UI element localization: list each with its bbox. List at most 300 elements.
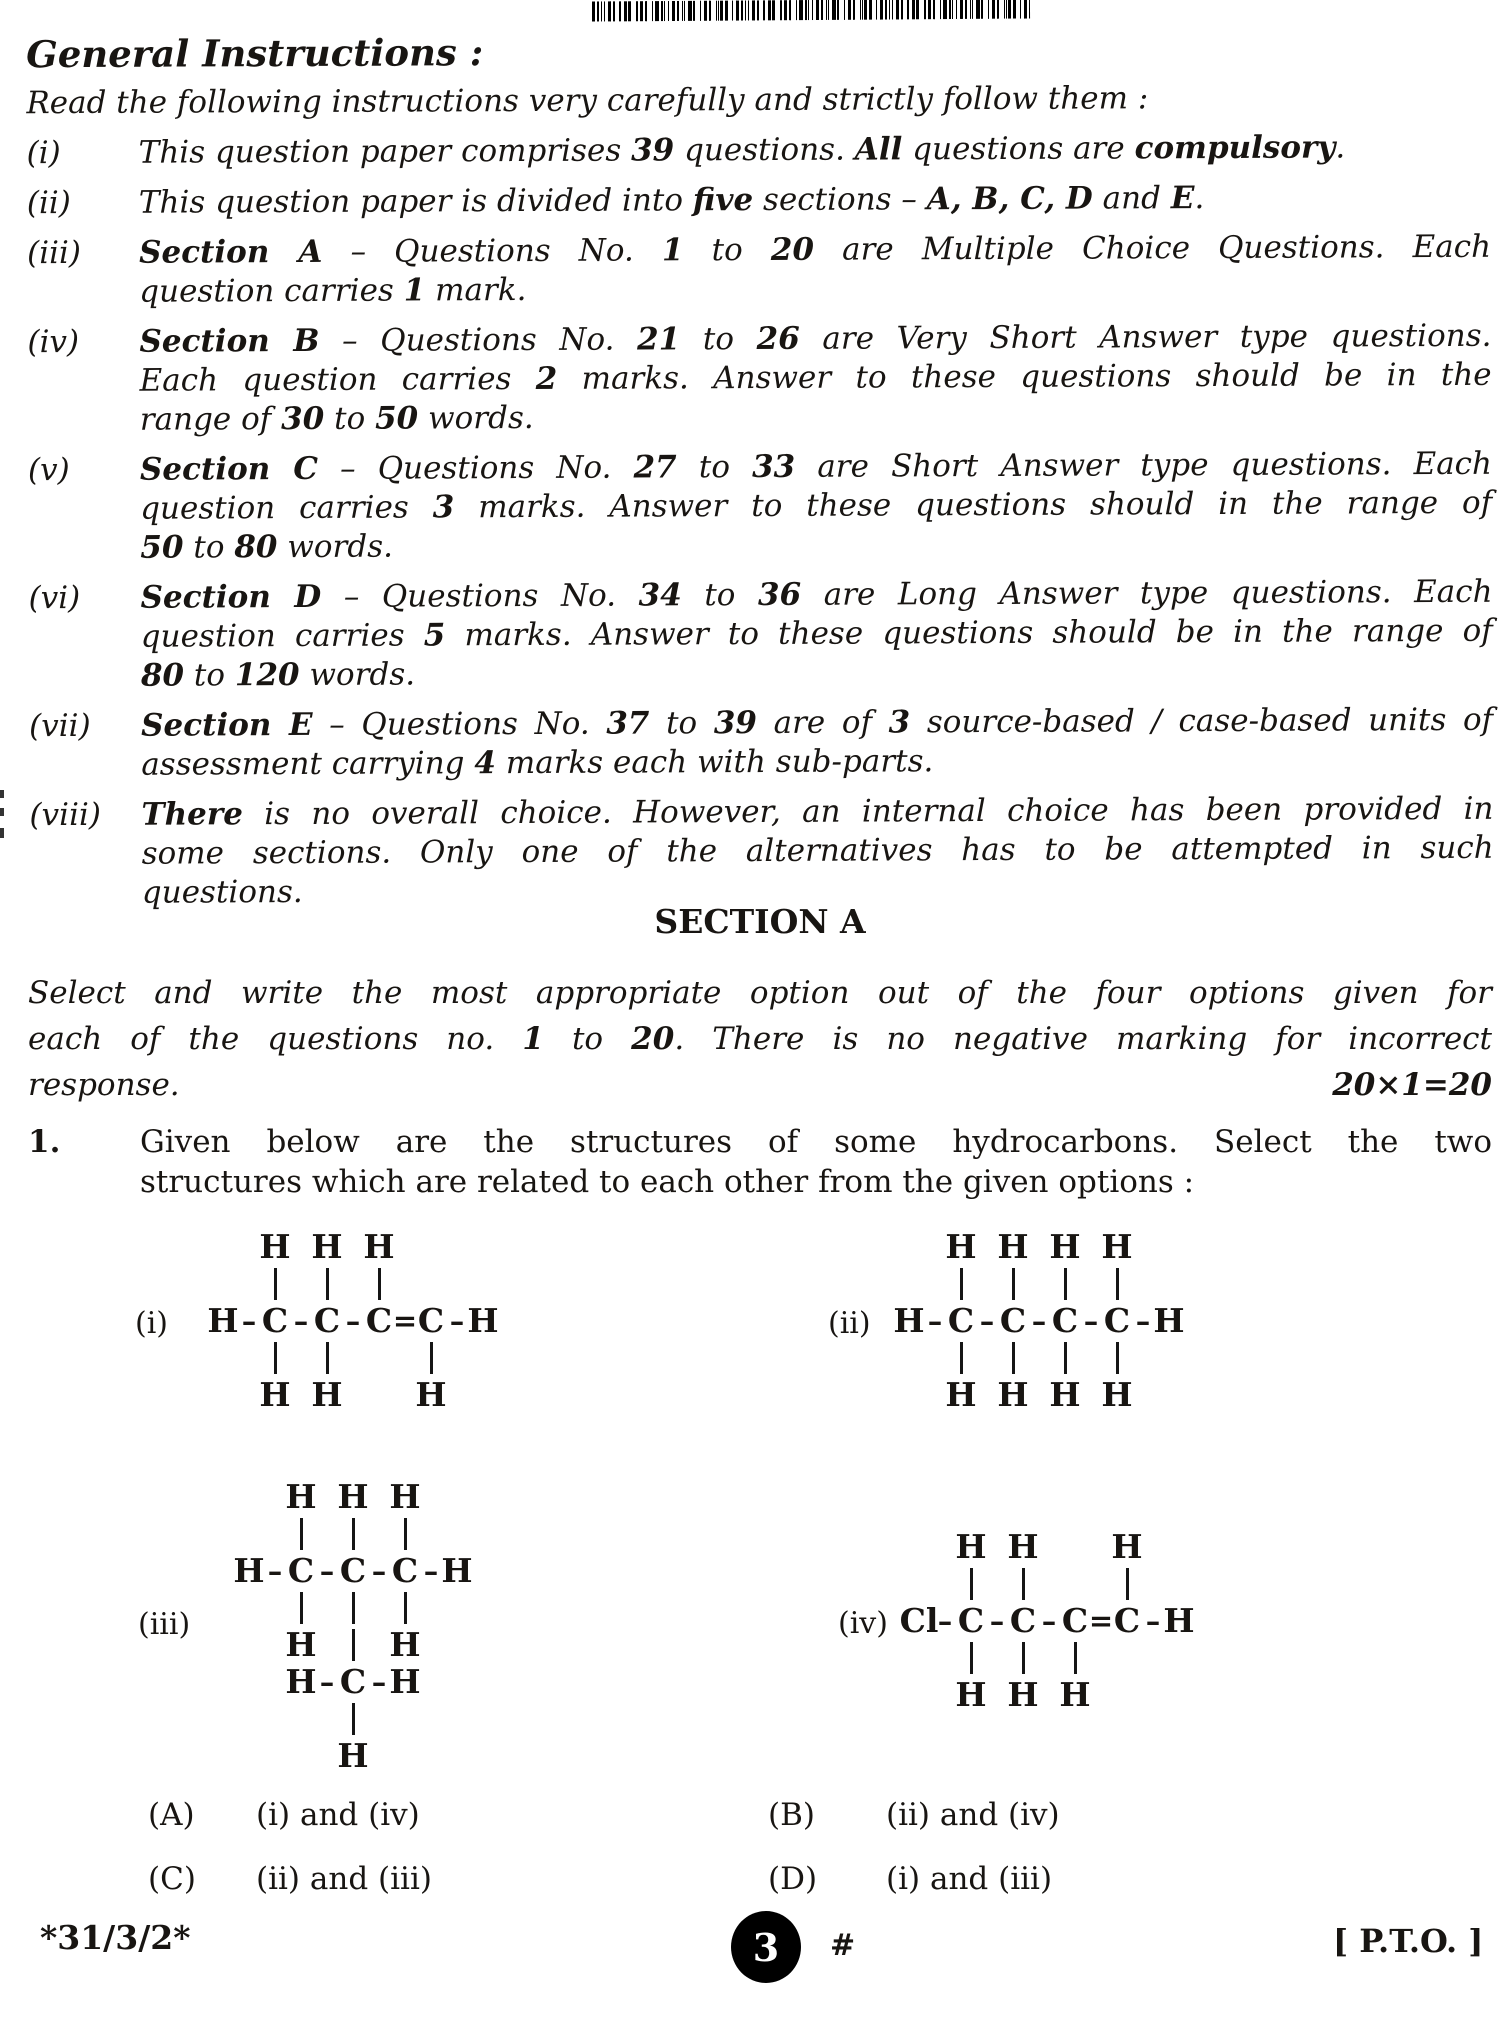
bond-line	[352, 1592, 355, 1624]
text-run: to	[683, 231, 771, 269]
empty-cell	[314, 1515, 340, 1552]
empty-cell	[314, 1626, 340, 1663]
text-run: range of	[139, 401, 282, 438]
empty-cell	[932, 1565, 958, 1602]
text-run: are Multiple Choice Questions. Each	[813, 228, 1492, 268]
text-run: 2	[535, 360, 558, 397]
vertical-bond	[288, 1589, 314, 1626]
atom: H	[1101, 1227, 1133, 1266]
empty-cell	[366, 1478, 392, 1515]
empty-cell	[210, 1339, 236, 1376]
text-line	[140, 523, 1492, 568]
empty-cell	[1036, 1639, 1062, 1676]
vertical-bond	[1114, 1565, 1140, 1602]
vertical-bond	[314, 1265, 340, 1302]
vertical-bond	[314, 1339, 340, 1376]
bond-line	[960, 1268, 963, 1300]
empty-cell	[236, 1339, 262, 1376]
vertical-bond	[1052, 1339, 1078, 1376]
text-run: 80	[140, 657, 185, 694]
structure-row	[236, 1515, 470, 1552]
empty-cell	[906, 1676, 932, 1713]
structure-row	[893, 1301, 1185, 1340]
bond-line	[1064, 1268, 1067, 1300]
empty-cell	[974, 1228, 1000, 1265]
text-run: 1	[403, 272, 426, 309]
answer-options	[148, 1795, 1388, 1899]
text-run: There	[141, 796, 243, 833]
general-instructions-title: General Instructions :	[26, 30, 484, 77]
empty-cell	[236, 1265, 262, 1302]
empty-cell	[1156, 1228, 1182, 1265]
empty-cell	[418, 1478, 444, 1515]
text-run: 33	[751, 448, 796, 486]
text-line	[140, 356, 1492, 401]
empty-cell	[392, 1700, 418, 1737]
instruction-item	[28, 573, 1492, 696]
empty-cell	[932, 1528, 958, 1565]
horizontal-bond: –	[319, 1664, 335, 1699]
structure-iii	[138, 1477, 473, 1775]
empty-cell	[896, 1339, 922, 1376]
text-run: questions.	[674, 131, 855, 169]
atom: H	[389, 1477, 421, 1516]
empty-cell	[210, 1228, 236, 1265]
bond-line	[352, 1703, 355, 1735]
bond-line	[352, 1629, 355, 1661]
atom: H	[1007, 1675, 1039, 1714]
text-line	[141, 651, 1493, 696]
bond-line	[1116, 1268, 1119, 1300]
structure-row	[236, 1478, 470, 1515]
instruction-label: (vii)	[29, 707, 91, 745]
text-run: 3	[888, 704, 911, 741]
atom: C	[999, 1301, 1027, 1340]
instruction-item	[29, 790, 1493, 913]
text-run: to	[183, 657, 235, 694]
instruction-label: (ii)	[26, 185, 71, 222]
text-run: 120	[234, 657, 300, 694]
text-line	[140, 395, 1492, 440]
vertical-bond	[1010, 1565, 1036, 1602]
atom: C	[339, 1662, 367, 1701]
empty-cell	[314, 1737, 340, 1774]
text-run: E	[1170, 180, 1195, 217]
structure-row	[236, 1589, 470, 1626]
vertical-bond	[340, 1515, 366, 1552]
empty-cell	[236, 1228, 262, 1265]
option-text: (i) and (iv)	[256, 1797, 420, 1833]
instruction-text	[140, 573, 1492, 696]
empty-cell	[1088, 1639, 1114, 1676]
empty-cell	[1130, 1265, 1156, 1302]
horizontal-bond: –	[927, 1303, 943, 1338]
empty-cell	[418, 1663, 444, 1700]
horizontal-bond: –	[345, 1303, 361, 1338]
bond-line	[274, 1342, 277, 1374]
vertical-bond	[262, 1339, 288, 1376]
structure-row	[896, 1376, 1182, 1413]
atom: C	[1061, 1601, 1089, 1640]
text-run: to	[681, 577, 759, 614]
bond-line	[378, 1268, 381, 1300]
text-run: sections –	[753, 181, 927, 219]
atom: H	[415, 1375, 447, 1414]
text-run: marks. Answer to these questions should in the range of	[454, 484, 1493, 526]
structure-row	[236, 1700, 470, 1737]
text-run: 27	[633, 449, 677, 486]
empty-cell	[262, 1626, 288, 1663]
empty-cell	[366, 1339, 392, 1376]
text-run: – Questions No.	[322, 232, 663, 270]
empty-cell	[262, 1478, 288, 1515]
empty-cell	[1088, 1528, 1114, 1565]
atom: H	[337, 1736, 369, 1775]
text-run: to	[324, 400, 376, 437]
empty-cell	[210, 1376, 236, 1413]
structure-row	[236, 1663, 470, 1700]
empty-cell	[366, 1737, 392, 1774]
empty-cell	[1140, 1639, 1166, 1676]
empty-cell	[1130, 1376, 1156, 1413]
empty-cell	[922, 1376, 948, 1413]
empty-cell	[392, 1265, 418, 1302]
empty-cell	[984, 1565, 1010, 1602]
bond-line	[326, 1268, 329, 1300]
empty-cell	[1062, 1528, 1088, 1565]
empty-cell	[418, 1265, 444, 1302]
bond-line	[274, 1268, 277, 1300]
text-run: 50	[140, 529, 184, 566]
text-run: Section E	[141, 706, 313, 744]
empty-cell	[366, 1589, 392, 1626]
empty-cell	[366, 1700, 392, 1737]
empty-cell	[236, 1589, 262, 1626]
empty-cell	[932, 1639, 958, 1676]
empty-cell	[1078, 1265, 1104, 1302]
empty-cell	[1062, 1565, 1088, 1602]
empty-cell	[366, 1626, 392, 1663]
text-run: . There is no negative marking for incorrect	[674, 1021, 1492, 1057]
empty-cell	[340, 1228, 366, 1265]
text-run: A, B, C, D	[926, 180, 1093, 218]
empty-cell	[262, 1663, 288, 1700]
question-1	[28, 1122, 1492, 1202]
bond-line	[970, 1568, 973, 1600]
horizontal-bond: –	[989, 1603, 1005, 1638]
atom: Cl	[899, 1601, 939, 1640]
text-line	[140, 573, 1492, 618]
general-instructions-section	[26, 25, 1494, 913]
marks-total: 20×1=20	[1332, 1067, 1492, 1103]
atom: H	[311, 1227, 343, 1266]
structure-row	[236, 1737, 470, 1774]
atom: H	[1049, 1375, 1081, 1414]
vertical-bond	[1104, 1265, 1130, 1302]
empty-cell	[444, 1700, 470, 1737]
empty-cell	[896, 1376, 922, 1413]
structure-row	[210, 1376, 496, 1413]
vertical-bond	[1062, 1639, 1088, 1676]
structure-i	[135, 1227, 499, 1414]
text-run: Section B	[139, 322, 320, 360]
text-run: Section C	[139, 450, 319, 488]
instruction-item	[29, 701, 1493, 785]
structure-row	[210, 1339, 496, 1376]
empty-cell	[236, 1737, 262, 1774]
text-run: question carries	[140, 617, 424, 655]
bond-line	[1022, 1642, 1025, 1674]
instruction-text	[139, 178, 1491, 223]
text-run: and	[1092, 180, 1171, 217]
text-run: 36	[757, 576, 802, 614]
bond-line	[404, 1592, 407, 1624]
text-run: words.	[299, 656, 416, 694]
vertical-bond	[340, 1589, 366, 1626]
empty-cell	[1036, 1528, 1062, 1565]
text-run: 37	[606, 705, 650, 742]
empty-cell	[1026, 1376, 1052, 1413]
structure-iv-diagram	[899, 1527, 1195, 1714]
instruction-item	[27, 178, 1491, 223]
text-run: words.	[418, 399, 534, 437]
section-a-intro-lastline	[28, 1062, 1492, 1108]
text-run: is no overall choice. However, an internal choice has been provided in	[242, 790, 1494, 833]
text-run: are of	[756, 704, 889, 742]
empty-cell	[418, 1515, 444, 1552]
instruction-item	[27, 317, 1491, 440]
atom: H	[1101, 1375, 1133, 1414]
empty-cell	[236, 1376, 262, 1413]
section-a-heading: SECTION A	[654, 902, 866, 941]
atom: H	[441, 1551, 473, 1590]
structure-row	[906, 1639, 1192, 1676]
text-run: 20	[631, 1021, 675, 1057]
atom: H	[1049, 1227, 1081, 1266]
text-run: 5	[423, 617, 446, 654]
bond-line	[1126, 1568, 1129, 1600]
text-run: – Questions No.	[312, 705, 607, 743]
text-run: Section A	[138, 233, 323, 271]
horizontal-bond: –	[241, 1303, 257, 1338]
instruction-text	[141, 701, 1493, 785]
atom: H	[233, 1551, 265, 1590]
text-run: question carries	[139, 272, 404, 310]
horizontal-bond: –	[267, 1553, 283, 1588]
text-run: – Questions No.	[321, 577, 639, 615]
vertical-bond	[1010, 1639, 1036, 1676]
empty-cell	[262, 1700, 288, 1737]
option-label: (A)	[148, 1797, 195, 1833]
empty-cell	[236, 1700, 262, 1737]
horizontal-bond: –	[1031, 1303, 1047, 1338]
bond-line	[430, 1342, 433, 1374]
question-number: 1.	[28, 1124, 61, 1160]
text-run: 30	[281, 400, 325, 438]
text-run: question carries	[140, 489, 433, 527]
bond-line	[1022, 1568, 1025, 1600]
empty-cell	[1114, 1639, 1140, 1676]
vertical-bond	[1000, 1265, 1026, 1302]
empty-cell	[470, 1339, 496, 1376]
structure-row	[896, 1228, 1182, 1265]
vertical-bond	[948, 1265, 974, 1302]
option-text: (ii) and (iii)	[256, 1861, 432, 1897]
text-run: All	[854, 131, 903, 168]
text-run: 39	[713, 705, 758, 742]
paper-code: *31/3/2*	[40, 1918, 191, 1957]
atom: H	[259, 1227, 291, 1266]
instruction-text	[141, 790, 1493, 913]
empty-cell	[1156, 1376, 1182, 1413]
empty-cell	[470, 1376, 496, 1413]
structure-row	[233, 1551, 473, 1590]
horizontal-bond: =	[1088, 1603, 1114, 1638]
empty-cell	[1130, 1228, 1156, 1265]
text-line	[141, 701, 1493, 746]
empty-cell	[932, 1676, 958, 1713]
empty-cell	[444, 1478, 470, 1515]
text-run: 39	[630, 132, 675, 169]
text-run: marks each with sub-parts.	[495, 743, 934, 782]
text-run: questions.	[141, 873, 303, 911]
vertical-bond	[392, 1515, 418, 1552]
atom: C	[947, 1301, 975, 1340]
empty-cell	[392, 1376, 418, 1413]
text-run: source-based / case-based units of	[910, 701, 1494, 741]
empty-cell	[262, 1589, 288, 1626]
empty-cell	[236, 1626, 262, 1663]
atom: H	[955, 1675, 987, 1714]
atom: H	[467, 1301, 499, 1340]
horizontal-bond: –	[1041, 1603, 1057, 1638]
empty-cell	[262, 1737, 288, 1774]
text-line	[139, 128, 1491, 173]
option-label: (C)	[148, 1861, 196, 1897]
empty-cell	[418, 1589, 444, 1626]
vertical-bond	[288, 1515, 314, 1552]
text-line	[28, 970, 1492, 1016]
pto-label: [ P.T.O. ]	[1333, 1922, 1484, 1960]
empty-cell	[1140, 1528, 1166, 1565]
empty-cell	[1026, 1265, 1052, 1302]
empty-cell	[288, 1376, 314, 1413]
vertical-bond	[1104, 1339, 1130, 1376]
text-run: to	[676, 449, 753, 486]
vertical-bond	[948, 1339, 974, 1376]
text-line	[141, 790, 1493, 835]
vertical-bond	[418, 1339, 444, 1376]
text-run: 20	[770, 231, 815, 268]
atom: H	[997, 1227, 1029, 1266]
text-run: 4	[474, 745, 497, 782]
empty-cell	[444, 1737, 470, 1774]
instruction-text	[140, 445, 1492, 568]
empty-cell	[236, 1515, 262, 1552]
text-line	[141, 740, 1493, 785]
atom: H	[207, 1301, 239, 1340]
instruction-text	[139, 128, 1491, 173]
atom: H	[259, 1375, 291, 1414]
text-run: 1	[522, 1021, 544, 1057]
structure-i-label: (i)	[135, 1306, 169, 1341]
structure-iv	[838, 1527, 1195, 1714]
text-run: This question paper comprises	[138, 132, 632, 171]
empty-cell	[906, 1565, 932, 1602]
empty-cell	[922, 1265, 948, 1302]
structure-row	[210, 1265, 496, 1302]
section-a	[28, 902, 1492, 1108]
horizontal-bond: –	[1145, 1603, 1161, 1638]
empty-cell	[1156, 1265, 1182, 1302]
horizontal-bond: –	[371, 1664, 387, 1699]
empty-cell	[896, 1228, 922, 1265]
empty-cell	[444, 1515, 470, 1552]
atom: H	[945, 1227, 977, 1266]
text-line	[139, 267, 1491, 312]
horizontal-bond: –	[1083, 1303, 1099, 1338]
vertical-bond	[340, 1700, 366, 1737]
text-run: to	[649, 705, 714, 742]
horizontal-bond: –	[1135, 1303, 1151, 1338]
text-run: – Questions No.	[317, 449, 634, 487]
hash-mark: #	[830, 1928, 856, 1963]
structure-row	[906, 1528, 1192, 1565]
empty-cell	[1078, 1228, 1104, 1265]
text-line	[139, 228, 1491, 273]
empty-cell	[444, 1663, 470, 1700]
atom: H	[997, 1375, 1029, 1414]
text-run: Each question carries	[139, 360, 536, 399]
atom: C	[339, 1551, 367, 1590]
vertical-bond	[340, 1626, 366, 1663]
structure-row	[896, 1339, 1182, 1376]
horizontal-bond: –	[937, 1603, 953, 1638]
bond-line	[326, 1342, 329, 1374]
empty-cell	[922, 1339, 948, 1376]
bond-line	[300, 1518, 303, 1550]
structure-row	[207, 1301, 499, 1340]
empty-cell	[288, 1339, 314, 1376]
atom: H	[1007, 1527, 1039, 1566]
text-run: to	[680, 321, 757, 358]
atom: H	[1153, 1301, 1185, 1340]
atom: C	[287, 1551, 315, 1590]
empty-cell	[236, 1663, 262, 1700]
empty-cell	[1036, 1565, 1062, 1602]
text-run: marks. Answer to these questions should be in the	[557, 356, 1492, 397]
structure-iii-label: (iii)	[138, 1607, 191, 1642]
empty-cell	[1088, 1676, 1114, 1713]
text-run: are Short Answer type questions. Each	[795, 445, 1493, 485]
section-a-intro	[28, 970, 1492, 1062]
option-label: (B)	[768, 1797, 815, 1833]
structure-ii-label: (ii)	[828, 1306, 871, 1341]
text-run: Given below are the structures of some hydrocarbons. Select the two	[140, 1124, 1492, 1160]
text-run: 21	[637, 321, 681, 358]
text-run: 3	[432, 489, 455, 526]
text-run: 34	[638, 577, 682, 614]
structure-row	[896, 1265, 1182, 1302]
text-run: to	[183, 529, 235, 566]
empty-cell	[444, 1376, 470, 1413]
bond-line	[352, 1518, 355, 1550]
empty-cell	[922, 1228, 948, 1265]
instruction-item	[27, 128, 1491, 173]
vertical-bond	[262, 1265, 288, 1302]
text-run: .	[1194, 180, 1205, 217]
text-line	[140, 1122, 1492, 1162]
